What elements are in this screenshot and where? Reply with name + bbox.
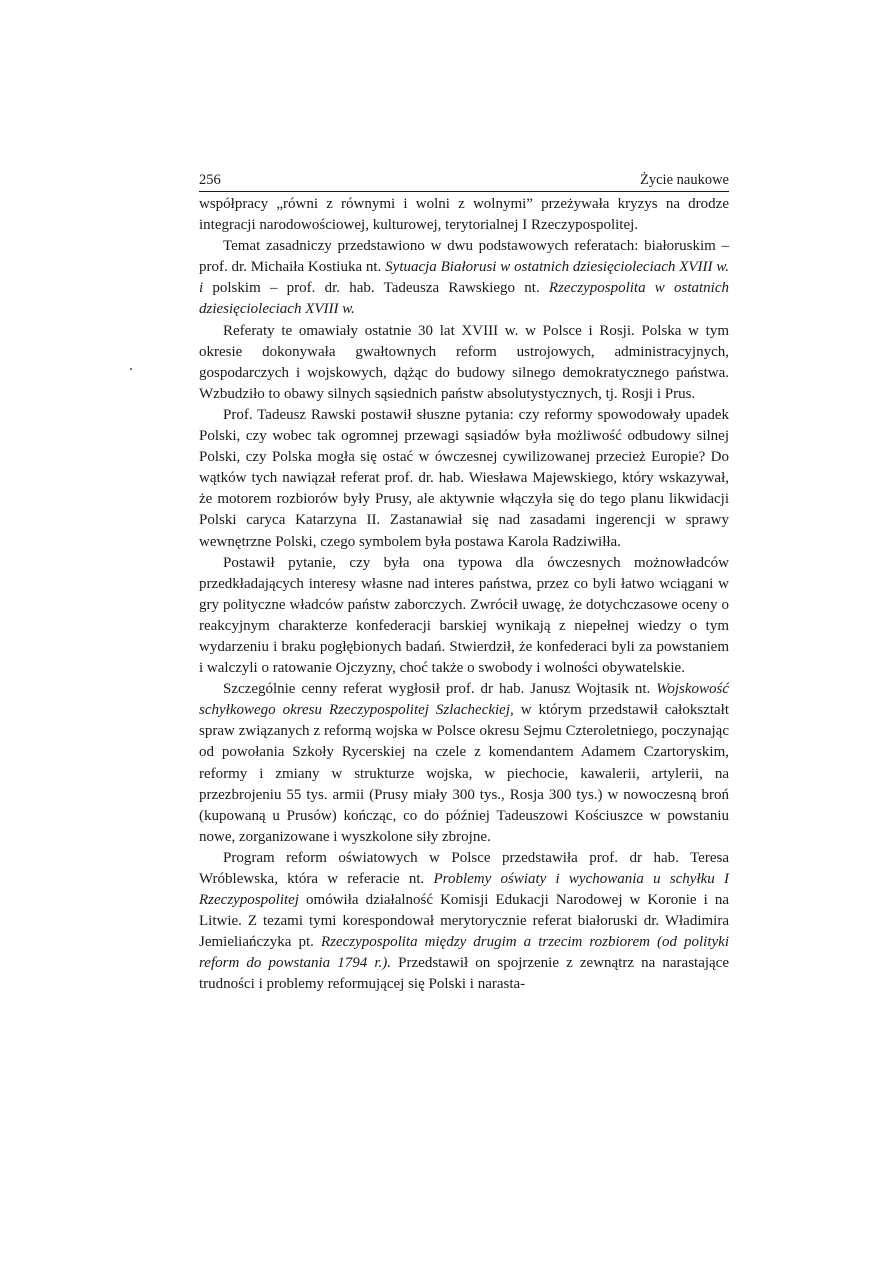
text-run: Program reform oświatowych w Polsce przedstawiła prof. dr hab. Teresa Wróblewska, która w referacie nt. bbox=[199, 849, 729, 887]
text-run: Prof. Tadeusz Rawski postawił słuszne pytania: czy reformy spowodowały upadek Polski, czy wobec tak ogromnej przewagi sąsiadów była możliwość odbudowy silnej Polski, czy Polska mogła się ostać w ówczesnej cywilizowanej przecież Europie? Do wątków tych nawiązał referat prof. dr. hab. Wiesława Majewskiego, który wskazywał, że motorem rozbiorów były Prusy, ale aktywnie włączyła się do tego planu likwidacji Polski caryca Katarzyna II. Zastanawiał się nad zasadami ingerencji w sprawy wewnętrzne Polski, czego symbolem była postawa Karola Radziwiłła. bbox=[199, 406, 729, 550]
italic-title: Rzeczypospolita w ostatnich dziesięcioleciach XVIII w. bbox=[199, 280, 730, 318]
text-run: Szczególnie cenny referat wygłosił prof. dr hab. Janusz Wojtasik nt. bbox=[223, 681, 657, 698]
paragraph bbox=[199, 321, 729, 405]
body-text bbox=[199, 194, 729, 996]
text-run: współpracy „równi z równymi i wolni z wolnymi” przeżywała kryzys na drodze integracji narodowościowej, kulturowej, terytorialnej I Rzeczypospolitej. bbox=[199, 196, 729, 234]
text-run: Przedstawił on spojrzenie z zewnątrz na narastające trudności i problemy reformującej się Polski i narasta- bbox=[199, 955, 729, 993]
paragraph bbox=[199, 405, 729, 553]
italic-title: Sytuacja Białorusi w ostatnich dziesięcioleciach XVIII w. i bbox=[199, 259, 729, 297]
scan-speck bbox=[130, 368, 132, 370]
italic-title: Rzeczypospolita między drugim a trzecim rozbiorem (od polityki reform do powstania 1794 r.). bbox=[199, 934, 729, 972]
italic-title: Wojskowość schyłkowego okresu Rzeczypospolitej Szlacheckiej, bbox=[199, 681, 729, 719]
text-run: Postawił pytanie, czy była ona typowa dla ówczesnych możnowładców przedkładających interesy własne nad interes państwa, przez co byli łatwo wciągani w gry polityczne władców państw zaborczych. Zwrócił uwagę, że dotychczasowe oceny o reakcyjnym charakterze konfederacji barskiej wynikają z niepełnej wiedzy o tym wydarzeniu i braku pogłębionych badań. Stwierdził, że konfederaci byli za powstaniem i walczyli o ratowanie Ojczyzny, choć także o swobody i wolności obywatelskie. bbox=[199, 554, 729, 677]
text-run: w którym przedstawił całokształt spraw związanych z reformą wojska w Polsce okresu Sejmu Czteroletniego, poczynając od powołania Szkoły Rycerskiej na czele z komendantem Adamem Czartoryskim, reformy i zmiany w strukturze wojska, w piechocie, kawalerii, artylerii, na przezbrojeniu 55 tys. armii (Prusy miały 300 tys., Rosja 300 tys.) w nowoczesną broń (kupowaną u Prusów) kończąc, co do później Tadeuszowi Kościuszce w powstaniu nowe, zorganizowane i wyszkolone siły zbrojne. bbox=[199, 702, 729, 845]
text-run: omówiła działalność Komisji Edukacji Narodowej w Koronie i na Litwie. Z tezami tymi korespondował merytorycznie referat białoruski dr. Władimira Jemieliańczyka pt. bbox=[199, 892, 729, 951]
paragraph bbox=[199, 679, 729, 848]
running-header bbox=[199, 172, 729, 192]
page-number: 256 bbox=[199, 172, 221, 188]
paragraph bbox=[199, 848, 729, 996]
paragraph bbox=[199, 194, 729, 236]
document-page bbox=[199, 172, 729, 996]
paragraph bbox=[199, 553, 729, 680]
text-run: Referaty te omawiały ostatnie 30 lat XVIII w. w Polsce i Rosji. Polska w tym okresie dokonywała gwałtownych reform ustrojowych, administracyjnych, gospodarczych i wojskowych, dążąc do budowy silnego demokratycznego państwa. Wzbudziło to obawy silnych sąsiednich państw absolutystycznych, tj. Rosji i Prus. bbox=[199, 322, 729, 402]
text-run: Temat zasadniczy przedstawiono w dwu podstawowych referatach: białoruskim – prof. dr. Michaiła Kostiuka nt. bbox=[199, 238, 729, 276]
paragraph bbox=[199, 236, 729, 320]
italic-title: Problemy oświaty i wychowania u schyłku I Rzeczypospolitej bbox=[199, 871, 729, 909]
section-title: Życie naukowe bbox=[640, 172, 729, 188]
text-run: polskim – prof. dr. hab. Tadeusza Rawskiego nt. bbox=[212, 280, 549, 297]
